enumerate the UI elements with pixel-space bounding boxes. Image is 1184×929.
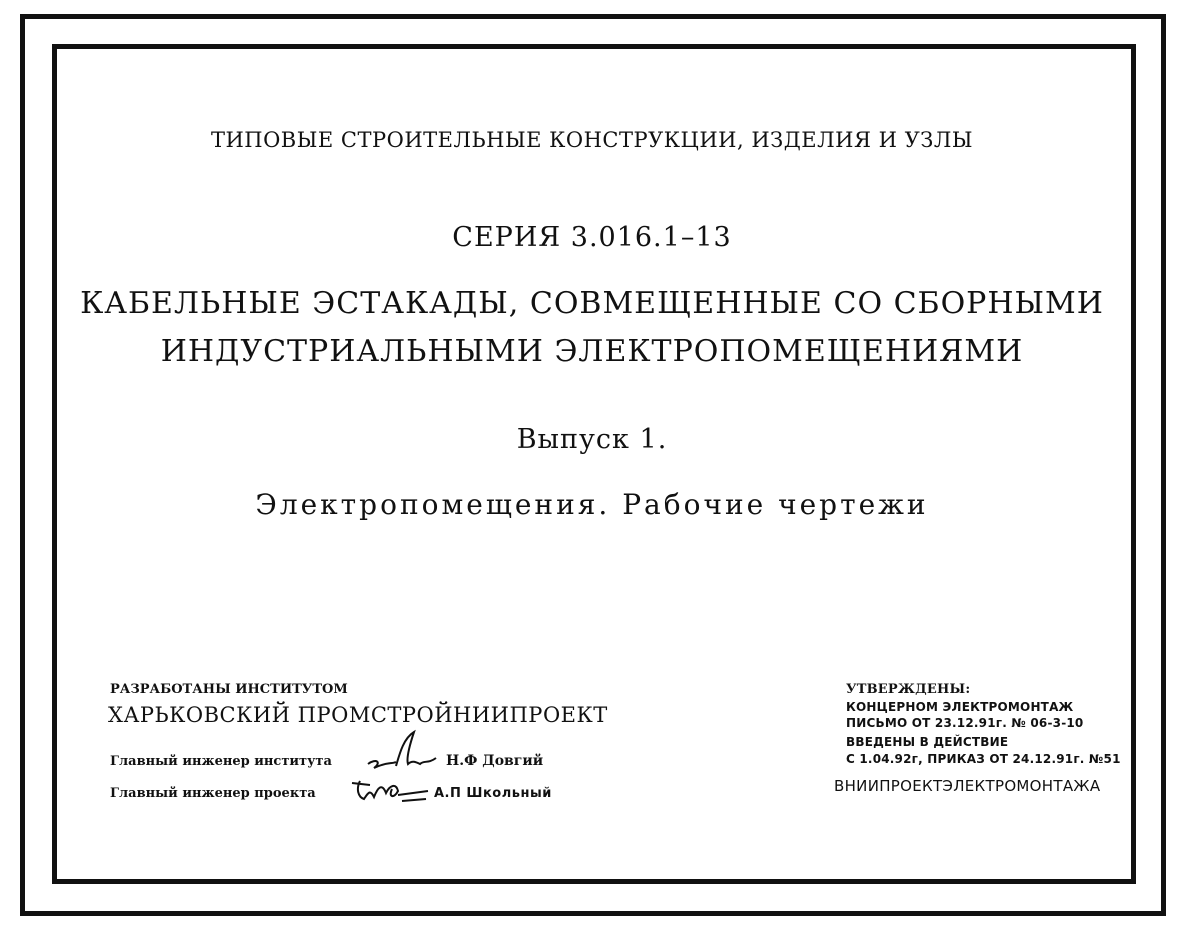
issue-number: Выпуск 1.	[516, 424, 668, 455]
signatory-role-1: Главный инженер института	[110, 754, 332, 769]
signatory-role-2: Главный инженер проекта	[110, 786, 316, 801]
approval-organization: ВНИИПРОЕКТЭЛЕКТРОМОНТАЖА	[834, 777, 1101, 795]
approval-line-1: КОНЦЕРНОМ ЭЛЕКТРОМОНТАЖ	[846, 700, 1074, 714]
developer-institute: ХАРЬКОВСКИЙ ПРОМСТРОЙНИИПРОЕКТ	[108, 703, 608, 727]
signature-2	[348, 775, 430, 807]
signatory-name-2: А.П Школьный	[434, 786, 552, 801]
document-subtitle: Электропомещения. Рабочие чертежи	[255, 488, 929, 521]
approval-line-3: ВВЕДЕНЫ В ДЕЙСТВИЕ	[846, 735, 1009, 749]
approval-label: УТВЕРЖДЕНЫ:	[846, 682, 971, 697]
category-heading: ТИПОВЫЕ СТРОИТЕЛЬНЫЕ КОНСТРУКЦИИ, ИЗДЕЛИЯ И УЗЛЫ	[210, 128, 974, 152]
signatory-name-1: Н.Ф Довгий	[446, 753, 544, 769]
approval-line-4: С 1.04.92г, ПРИКАЗ ОТ 24.12.91г. №51	[846, 752, 1121, 766]
document-title-line-2: ИНДУСТРИАЛЬНЫМИ ЭЛЕКТРОПОМЕЩЕНИЯМИ	[160, 334, 1024, 369]
series-number: СЕРИЯ 3.016.1–13	[452, 222, 732, 253]
signature-1	[366, 728, 438, 774]
developer-label: РАЗРАБОТАНЫ ИНСТИТУТОМ	[110, 682, 348, 697]
document-title-line-1: КАБЕЛЬНЫЕ ЭСТАКАДЫ, СОВМЕЩЕННЫЕ СО СБОРНЫМИ	[80, 286, 1104, 321]
approval-line-2: ПИСЬМО ОТ 23.12.91г. № 06-3-10	[846, 716, 1084, 730]
